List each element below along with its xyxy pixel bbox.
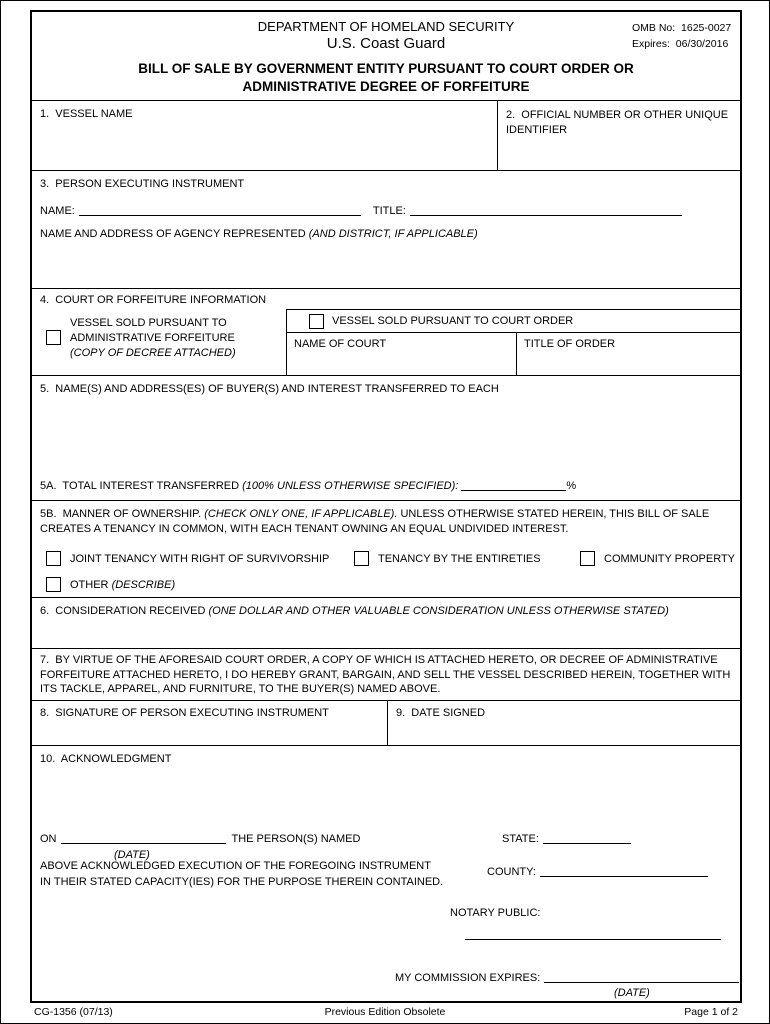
option-community-property: [580, 551, 735, 566]
name-of-court-label: NAME OF COURT: [294, 338, 387, 350]
buyers-label: 5. NAME(S) AND ADDRESS(ES) OF BUYER(S) AND INTEREST TRANSFERRED TO EACH: [40, 383, 499, 395]
commission-date-note: (DATE): [614, 987, 650, 999]
omb-block: [632, 20, 731, 53]
page-number: Page 1 of 2: [684, 1006, 738, 1018]
form-border: [30, 10, 742, 1003]
consideration-note: (ONE DOLLAR AND OTHER VALUABLE CONSIDERATION UNLESS OTHERWISE STATED): [208, 605, 669, 617]
agency-name: U.S. Coast Guard: [326, 35, 446, 52]
ownership-label: 5B. MANNER OF OWNERSHIP.: [40, 508, 202, 520]
total-interest-label: 5A. TOTAL INTEREST TRANSFERRED: [40, 480, 240, 492]
court-info-body: [32, 309, 740, 375]
other-checkbox[interactable]: [46, 577, 61, 592]
persons-named-label: THE PERSON(S) NAMED: [231, 833, 361, 845]
section-5b-ownership: [32, 500, 740, 597]
field-vessel-name[interactable]: [32, 101, 498, 170]
omb-expires: Expires: 06/30/2016: [632, 38, 729, 51]
section-6-consideration: [32, 597, 740, 648]
other-label-text: OTHER: [70, 578, 109, 591]
acknowledged-line: ABOVE ACKNOWLEDGED EXECUTION OF THE FOREGOING INSTRUMENT: [40, 860, 431, 872]
form-title-line2: ADMINISTRATIVE DEGREE OF FORFEITURE: [242, 79, 530, 95]
admin-forfeiture-label: [70, 316, 236, 362]
agency-represented-row: [40, 228, 732, 240]
total-interest-row: [40, 479, 576, 492]
form-title: [32, 60, 740, 96]
joint-tenancy-checkbox[interactable]: [46, 551, 61, 566]
percent-sign: %: [566, 480, 577, 492]
notary-signature-blank[interactable]: [465, 926, 721, 940]
signature-label: 8. SIGNATURE OF PERSON EXECUTING INSTRUMENT: [40, 707, 329, 719]
name-label: NAME:: [40, 205, 75, 217]
section-8-9: [32, 700, 740, 745]
acknowledgment-on-row: [40, 832, 360, 845]
state-row: [502, 832, 631, 845]
admin-forfeiture-line1: VESSEL SOLD PURSUANT TO: [70, 317, 227, 329]
commission-blank[interactable]: [544, 971, 739, 983]
agency-represented-note: (AND DISTRICT, IF APPLICABLE): [308, 228, 478, 240]
field-title-of-order[interactable]: [517, 333, 740, 375]
buyers-area[interactable]: [34, 402, 738, 474]
community-property-label: COMMUNITY PROPERTY: [604, 552, 735, 565]
total-interest-note: (100% UNLESS OTHERWISE SPECIFIED):: [242, 480, 459, 492]
official-number-label: 2. OFFICIAL NUMBER OR OTHER UNIQUE IDENTIFIER: [506, 109, 732, 136]
entireties-label: TENANCY BY THE ENTIRETIES: [378, 552, 541, 565]
community-property-checkbox[interactable]: [580, 551, 595, 566]
acknowledgment-label: 10. ACKNOWLEDGMENT: [40, 753, 172, 765]
section-4-court-info: [32, 288, 740, 375]
field-signature[interactable]: [32, 701, 388, 745]
form-number: CG-1356 (07/13): [34, 1006, 113, 1018]
consideration-row: [40, 605, 732, 617]
consideration-label: 6. CONSIDERATION RECEIVED: [40, 605, 206, 617]
date-signed-label: 9. DATE SIGNED: [396, 707, 486, 719]
title-label: TITLE:: [372, 205, 406, 217]
section-10-acknowledgment: [32, 745, 740, 1001]
field-date-signed[interactable]: [388, 701, 740, 745]
other-label: [70, 579, 175, 591]
name-title-row: [40, 204, 732, 217]
ownership-note: (CHECK ONLY ONE, IF APPLICABLE).: [204, 508, 398, 520]
department-name: DEPARTMENT OF HOMELAND SECURITY: [257, 19, 515, 34]
vessel-name-label: 1. VESSEL NAME: [40, 108, 133, 120]
section-1-2: [32, 100, 740, 170]
edition-note: Previous Edition Obsolete: [324, 1006, 446, 1018]
on-label: ON: [40, 833, 57, 845]
title-blank[interactable]: [410, 204, 682, 216]
state-label: STATE:: [502, 833, 539, 845]
court-order-option: [287, 310, 740, 333]
date-note: (DATE): [114, 849, 150, 861]
court-info-label: 4. COURT OR FORFEITURE INFORMATION: [40, 294, 267, 306]
acknowledgment-date-blank[interactable]: [61, 832, 226, 844]
other-note: (DESCRIBE): [111, 578, 176, 591]
section-7-grant-clause: [32, 648, 740, 700]
admin-forfeiture-option: [32, 309, 286, 375]
total-interest-blank[interactable]: [461, 479, 566, 491]
title-of-order-label: TITLE OF ORDER: [524, 338, 616, 350]
ownership-paragraph: [40, 507, 730, 538]
omb-number: OMB No: 1625-0027: [632, 22, 732, 34]
consideration-area[interactable]: [34, 624, 738, 646]
field-official-number[interactable]: [498, 101, 740, 170]
agency-address-area[interactable]: [34, 245, 738, 286]
admin-forfeiture-line2: ADMINISTRATIVE FORFEITURE: [70, 332, 235, 345]
county-label: COUNTY:: [487, 866, 536, 878]
section-3-person-executing: [32, 170, 740, 288]
person-executing-label: 3. PERSON EXECUTING INSTRUMENT: [40, 178, 245, 190]
option-joint-tenancy: [46, 551, 329, 566]
notary-public-label: NOTARY PUBLIC:: [450, 907, 541, 919]
ownership-rest: UNLESS OTHERWISE STATED HEREIN, THIS BILL OF SALE CREATES A TENANCY IN COMMON, WITH EACH TENANT OWNING AN EQUAL UNDIVIDED INTEREST.: [40, 508, 713, 536]
court-order-checkbox[interactable]: [309, 314, 324, 329]
grant-clause-text: 7. BY VIRTUE OF THE AFORESAID COURT ORDER, A COPY OF WHICH IS ATTACHED HERETO, OR DECREE OF ADMINISTRATIVE FORFEITURE ATTACHED HERETO, I DO HEREBY GRANT, BARGAIN, AND SELL THE VESSEL DESCRIBED HEREIN, TOGETHER WITH ITS TACKLE, APPAREL, AND FURNITURE, TO THE BUYER(S) NAMED ABOVE.: [40, 654, 734, 696]
capacity-line: IN THEIR STATED CAPACITY(IES) FOR THE PURPOSE THEREIN CONTAINED.: [40, 876, 444, 888]
court-order-label: VESSEL SOLD PURSUANT TO COURT ORDER: [332, 315, 574, 327]
field-name-of-court[interactable]: [287, 333, 517, 375]
agency-represented-label: NAME AND ADDRESS OF AGENCY REPRESENTED: [40, 228, 306, 240]
form-header: [32, 12, 740, 100]
option-other: [46, 577, 175, 592]
name-blank[interactable]: [79, 204, 361, 216]
section-5-buyers: [32, 375, 740, 500]
commission-row: [395, 971, 739, 984]
county-blank[interactable]: [540, 865, 708, 877]
state-blank[interactable]: [543, 832, 631, 844]
court-columns: [287, 333, 740, 375]
court-order-box: [286, 309, 740, 375]
option-entireties: [354, 551, 541, 566]
entireties-checkbox[interactable]: [354, 551, 369, 566]
joint-tenancy-label: JOINT TENANCY WITH RIGHT OF SURVIVORSHIP: [70, 552, 330, 565]
form-title-line1: BILL OF SALE BY GOVERNMENT ENTITY PURSUANT TO COURT ORDER OR: [138, 61, 634, 76]
form-footer: [1, 1006, 769, 1022]
commission-label: MY COMMISSION EXPIRES:: [395, 972, 541, 984]
county-row: [487, 865, 708, 878]
admin-forfeiture-note: (COPY OF DECREE ATTACHED): [70, 347, 236, 360]
admin-forfeiture-checkbox[interactable]: [46, 330, 61, 345]
